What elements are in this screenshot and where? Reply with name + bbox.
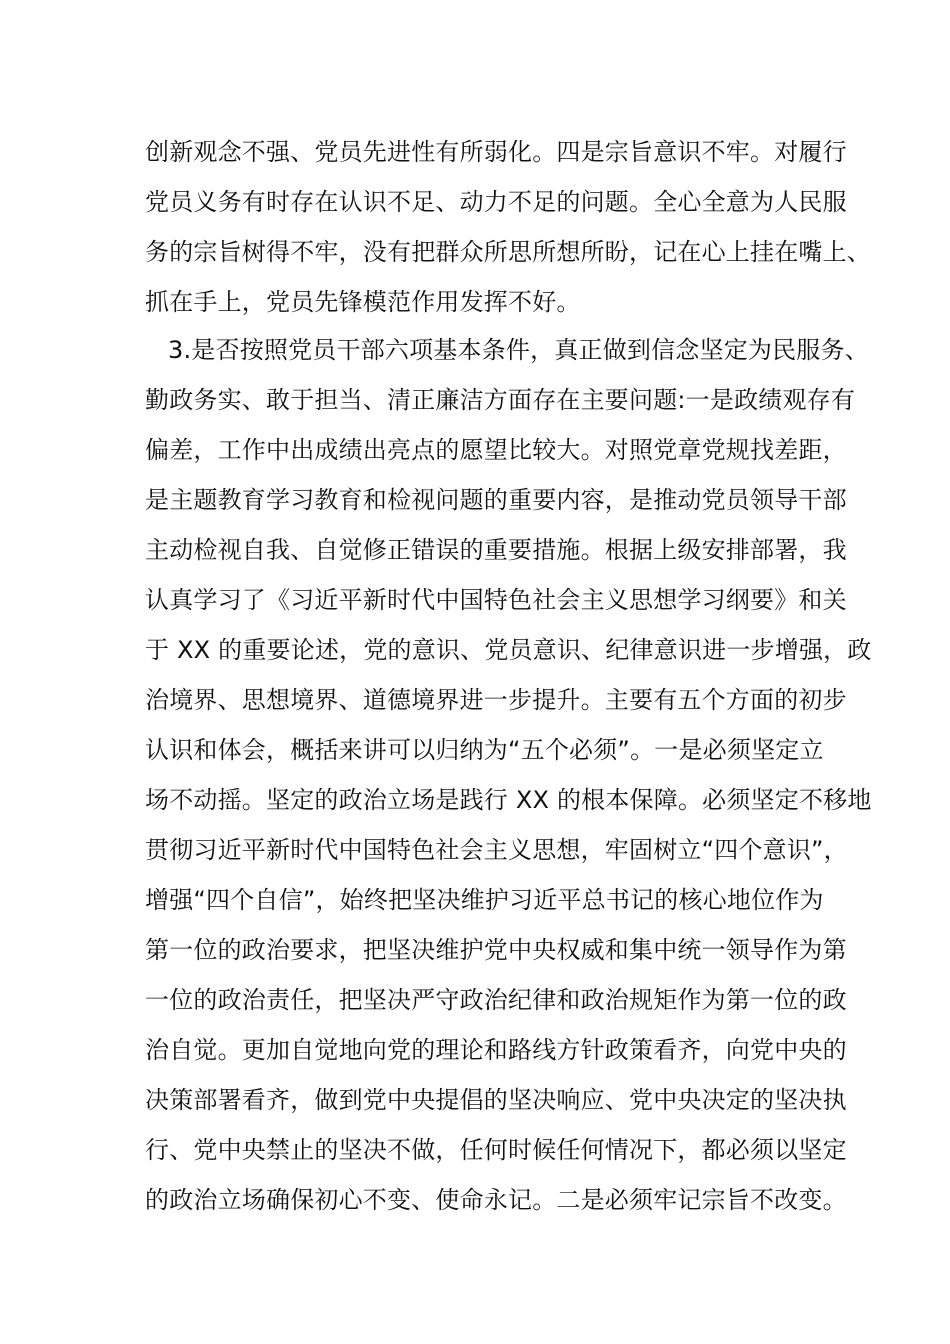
- text-line: 务的宗旨树得不牢，没有把群众所思所想所盼，记在心上挂在嘴上、: [145, 238, 871, 266]
- text-line: 主动检视自我、自觉修正错误的重要措施。根据上级安排部署，我: [145, 536, 847, 564]
- text-line: 场不动摇。坚定的政治立场是践行 XX 的根本保障。必须坚定不移地: [145, 786, 872, 814]
- text-line: 认真学习了《习近平新时代中国特色社会主义思想学习纲要》和关: [145, 586, 847, 614]
- text-line: 是主题教育学习教育和检视问题的重要内容，是推动党员领导干部: [145, 486, 847, 514]
- text-line: 贯彻习近平新时代中国特色社会主义思想，牢固树立“四个意识”，: [145, 836, 848, 864]
- text-line: 第一位的政治要求，把坚决维护党中央权威和集中统一领导作为第: [145, 936, 847, 964]
- text-line: 决策部署看齐，做到党中央提倡的坚决响应、党中央决定的坚决执: [145, 1086, 847, 1114]
- text-line: 创新观念不强、党员先进性有所弱化。四是宗旨意识不牢。对履行: [145, 138, 847, 166]
- paragraph-1: [145, 127, 871, 327]
- text-line: 于 XX 的重要论述，党的意识、党员意识、纪律意识进一步增强，政: [145, 636, 872, 664]
- text-line: 3.是否按照党员干部六项基本条件，真正做到信念坚定为民服务、: [168, 336, 869, 364]
- text-line: 抓在手上，党员先锋模范作用发挥不好。: [145, 288, 581, 316]
- text-line: 治自觉。更加自觉地向党的理论和路线方针政策看齐，向党中央的: [145, 1036, 847, 1064]
- text-line: 一位的政治责任，把坚决严守政治纪律和政治规矩作为第一位的政: [145, 986, 847, 1014]
- text-line: 认识和体会，概括来讲可以归纳为“五个必须”。一是必须坚定立: [145, 736, 824, 764]
- text-line: 治境界、思想境界、道德境界进一步提升。主要有五个方面的初步: [145, 686, 847, 714]
- text-line: 的政治立场确保初心不变、使命永记。二是必须牢记宗旨不改变。: [145, 1186, 847, 1214]
- text-line: 勤政务实、敢于担当、清正廉洁方面存在主要问题:一是政绩观存有: [145, 386, 856, 414]
- text-line: 行、党中央禁止的坚决不做，任何时候任何情况下，都必须以坚定: [145, 1136, 847, 1164]
- text-line: 增强“四个自信”，始终把坚决维护习近平总书记的核心地位作为: [145, 886, 824, 914]
- paragraph-2: [145, 325, 872, 1225]
- text-line: 偏差，工作中出成绩出亮点的愿望比较大。对照党章党规找差距，: [145, 436, 847, 464]
- text-line: 党员义务有时存在认识不足、动力不足的问题。全心全意为人民服: [145, 188, 847, 216]
